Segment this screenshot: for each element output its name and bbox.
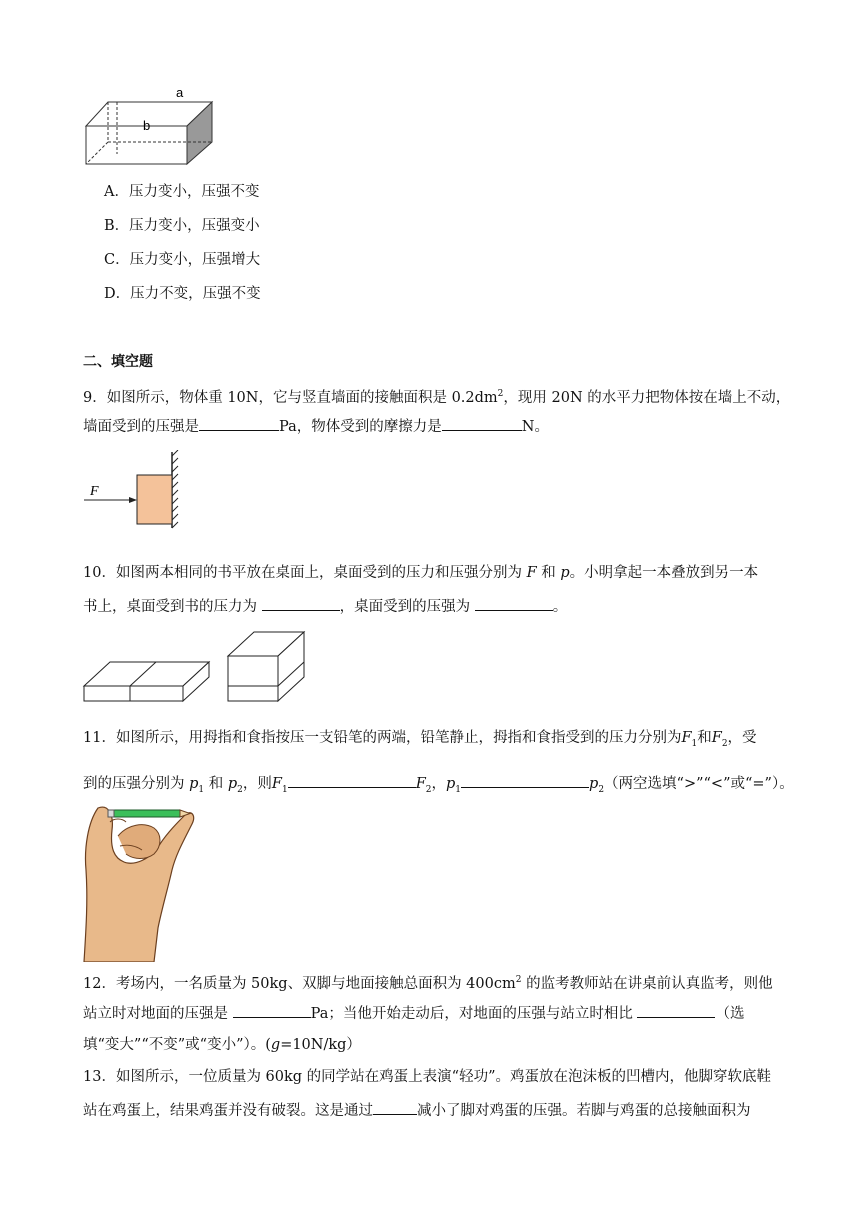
box-figure (82, 84, 217, 166)
answer-blank[interactable] (288, 773, 416, 788)
hand-pencil-figure (80, 800, 200, 962)
q12-line2: 站立时对地面的压强是 Pa；当他开始走动后，对地面的压强与站立时相比 （选 (83, 1003, 744, 1024)
q10-line1: 10．如图两本相同的书平放在桌面上，桌面受到的压力和压强分别为 F 和 p。小明拿起一本叠放到另一本 (83, 565, 759, 581)
answer-blank[interactable] (442, 416, 522, 431)
section-heading: 二、填空题 (83, 354, 153, 370)
force-label: F (90, 484, 99, 499)
answer-blank[interactable] (461, 773, 589, 788)
option-b: B．压力变小，压强变小 (104, 218, 260, 234)
q13-line1: 13．如图所示，一位质量为 60kg 的同学站在鸡蛋上表演“轻功”。鸡蛋放在泡沫板的凹槽内，他脚穿软底鞋 (83, 1069, 772, 1085)
option-a: A．压力变小，压强不变 (104, 184, 260, 200)
answer-blank[interactable] (233, 1003, 311, 1018)
q11-line1: 11．如图所示，用拇指和食指按压一支铅笔的两端，铅笔静止，拇指和食指受到的压力分别为$F_1$和$F_2$，受 (83, 730, 757, 749)
answer-blank[interactable] (199, 416, 279, 431)
q13-line2: 站在鸡蛋上，结果鸡蛋并没有破裂。这是通过 减小了脚对鸡蛋的压强。若脚与鸡蛋的总接触面积为 (83, 1100, 751, 1121)
q12-line3: 填“变大”“不变”或“变小”）。(g=10N/kg） (83, 1037, 361, 1053)
answer-blank[interactable] (262, 596, 340, 611)
answer-blank[interactable] (637, 1003, 715, 1018)
label-a: a (176, 85, 184, 100)
answer-blank[interactable] (475, 596, 553, 611)
label-b: b (143, 118, 151, 133)
q11-line2: 到的压强分别为 $p_1$ 和 $p_2$，则$F_1$ $F_2$，$p_1$ $p_2$（两空选填“>”“<”或“=”）。 (83, 773, 794, 800)
option-c: C．压力变小，压强增大 (104, 252, 261, 268)
books-figure (82, 630, 312, 704)
q9-line2: 墙面受到的压强是 Pa，物体受到的摩擦力是 N。 (83, 416, 549, 437)
q12-line1: 12．考场内，一名质量为 50kg、双脚与地面接触总面积为 $400cm^2$ 的监考教师站在讲桌前认真监考，则他 (83, 975, 773, 992)
wall-block-figure (82, 450, 182, 530)
q9-line1: 9．如图所示，物体重 10N，它与竖直墙面的接触面积是 $0.2dm^2$，现用 20N 的水平力把物体按在墙上不动， (83, 389, 791, 406)
q10-line2: 书上，桌面受到书的压力为 ，桌面受到的压强为 。 (83, 596, 567, 617)
option-d: D．压力不变，压强不变 (104, 286, 261, 302)
answer-blank[interactable] (373, 1100, 417, 1115)
